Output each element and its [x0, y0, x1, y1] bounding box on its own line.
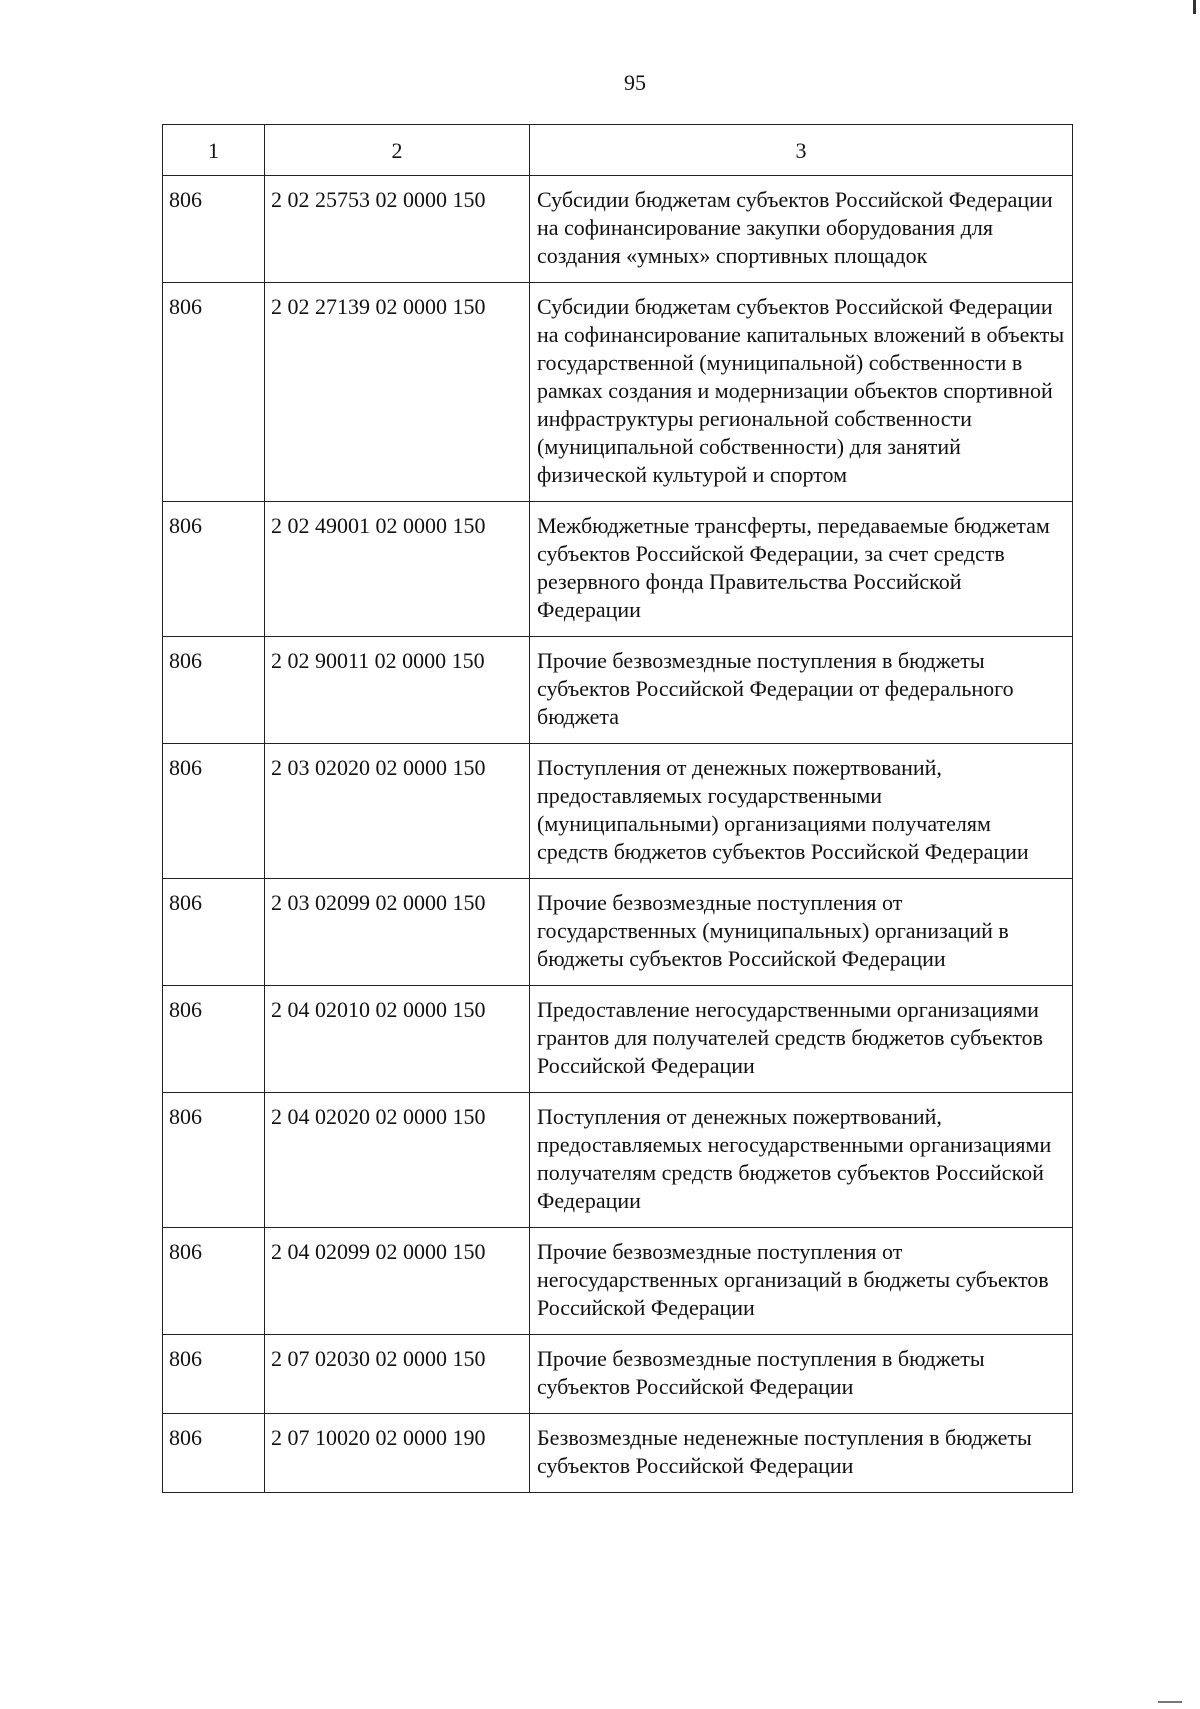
scan-edge-mark — [1158, 1701, 1182, 1703]
budget-code-cell: 2 02 90011 02 0000 150 — [265, 637, 530, 744]
description-cell: Прочие безвозмездные поступления в бюджеты субъектов Российской Федерации от федерального бюджета — [530, 637, 1073, 744]
description-cell: Поступления от денежных пожертвований, предоставляемых государственными (муниципальными) организациями получателям средств бюджетов субъектов Российской Федерации — [530, 744, 1073, 879]
admin-code-cell: 806 — [163, 1228, 265, 1335]
column-header-2: 2 — [265, 125, 530, 176]
table-row — [163, 986, 1073, 1093]
admin-code-cell: 806 — [163, 502, 265, 637]
admin-code-cell: 806 — [163, 744, 265, 879]
budget-code-cell: 2 04 02010 02 0000 150 — [265, 986, 530, 1093]
budget-code-cell: 2 02 27139 02 0000 150 — [265, 283, 530, 502]
table-row — [163, 1335, 1073, 1414]
table-row — [163, 176, 1073, 283]
table-row — [163, 744, 1073, 879]
table-row — [163, 1414, 1073, 1493]
admin-code-cell: 806 — [163, 1414, 265, 1493]
scan-edge-mark — [1193, 0, 1196, 14]
description-cell: Прочие безвозмездные поступления от негосударственных организаций в бюджеты субъектов Российской Федерации — [530, 1228, 1073, 1335]
admin-code-cell: 806 — [163, 986, 265, 1093]
table-row — [163, 502, 1073, 637]
admin-code-cell: 806 — [163, 283, 265, 502]
column-header-1: 1 — [163, 125, 265, 176]
page-number: 95 — [624, 70, 646, 95]
budget-code-cell: 2 07 10020 02 0000 190 — [265, 1414, 530, 1493]
budget-code-cell: 2 07 02030 02 0000 150 — [265, 1335, 530, 1414]
table-row — [163, 1228, 1073, 1335]
description-cell: Безвозмездные неденежные поступления в бюджеты субъектов Российской Федерации — [530, 1414, 1073, 1493]
budget-code-cell: 2 04 02099 02 0000 150 — [265, 1228, 530, 1335]
admin-code-cell: 806 — [163, 176, 265, 283]
budget-code-cell: 2 04 02020 02 0000 150 — [265, 1093, 530, 1228]
description-cell: Межбюджетные трансферты, передаваемые бюджетам субъектов Российской Федерации, за счет средств резервного фонда Правительства Российской Федерации — [530, 502, 1073, 637]
admin-code-cell: 806 — [163, 1093, 265, 1228]
admin-code-cell: 806 — [163, 637, 265, 744]
table-row — [163, 283, 1073, 502]
admin-code-cell: 806 — [163, 879, 265, 986]
description-cell: Прочие безвозмездные поступления в бюджеты субъектов Российской Федерации — [530, 1335, 1073, 1414]
budget-code-cell: 2 03 02020 02 0000 150 — [265, 744, 530, 879]
table-row — [163, 1093, 1073, 1228]
column-header-3: 3 — [530, 125, 1073, 176]
description-cell: Прочие безвозмездные поступления от государственных (муниципальных) организаций в бюджеты субъектов Российской Федерации — [530, 879, 1073, 986]
description-cell: Субсидии бюджетам субъектов Российской Федерации на софинансирование закупки оборудования для создания «умных» спортивных площадок — [530, 176, 1073, 283]
description-cell: Предоставление негосударственными организациями грантов для получателей средств бюджетов субъектов Российской Федерации — [530, 986, 1073, 1093]
table-header-row — [163, 125, 1073, 176]
budget-codes-table — [162, 124, 1073, 1493]
budget-code-cell: 2 03 02099 02 0000 150 — [265, 879, 530, 986]
description-cell: Поступления от денежных пожертвований, предоставляемых негосударственными организациями получателям средств бюджетов субъектов Российской Федерации — [530, 1093, 1073, 1228]
table-row — [163, 637, 1073, 744]
description-cell: Субсидии бюджетам субъектов Российской Федерации на софинансирование капитальных вложений в объекты государственной (муниципальной) собственности в рамках создания и модернизации объектов спортивной инфраструктуры региональной собственности (муниципальной собственности) для занятий физической культурой и спортом — [530, 283, 1073, 502]
table-row — [163, 879, 1073, 986]
budget-code-cell: 2 02 25753 02 0000 150 — [265, 176, 530, 283]
admin-code-cell: 806 — [163, 1335, 265, 1414]
budget-code-cell: 2 02 49001 02 0000 150 — [265, 502, 530, 637]
